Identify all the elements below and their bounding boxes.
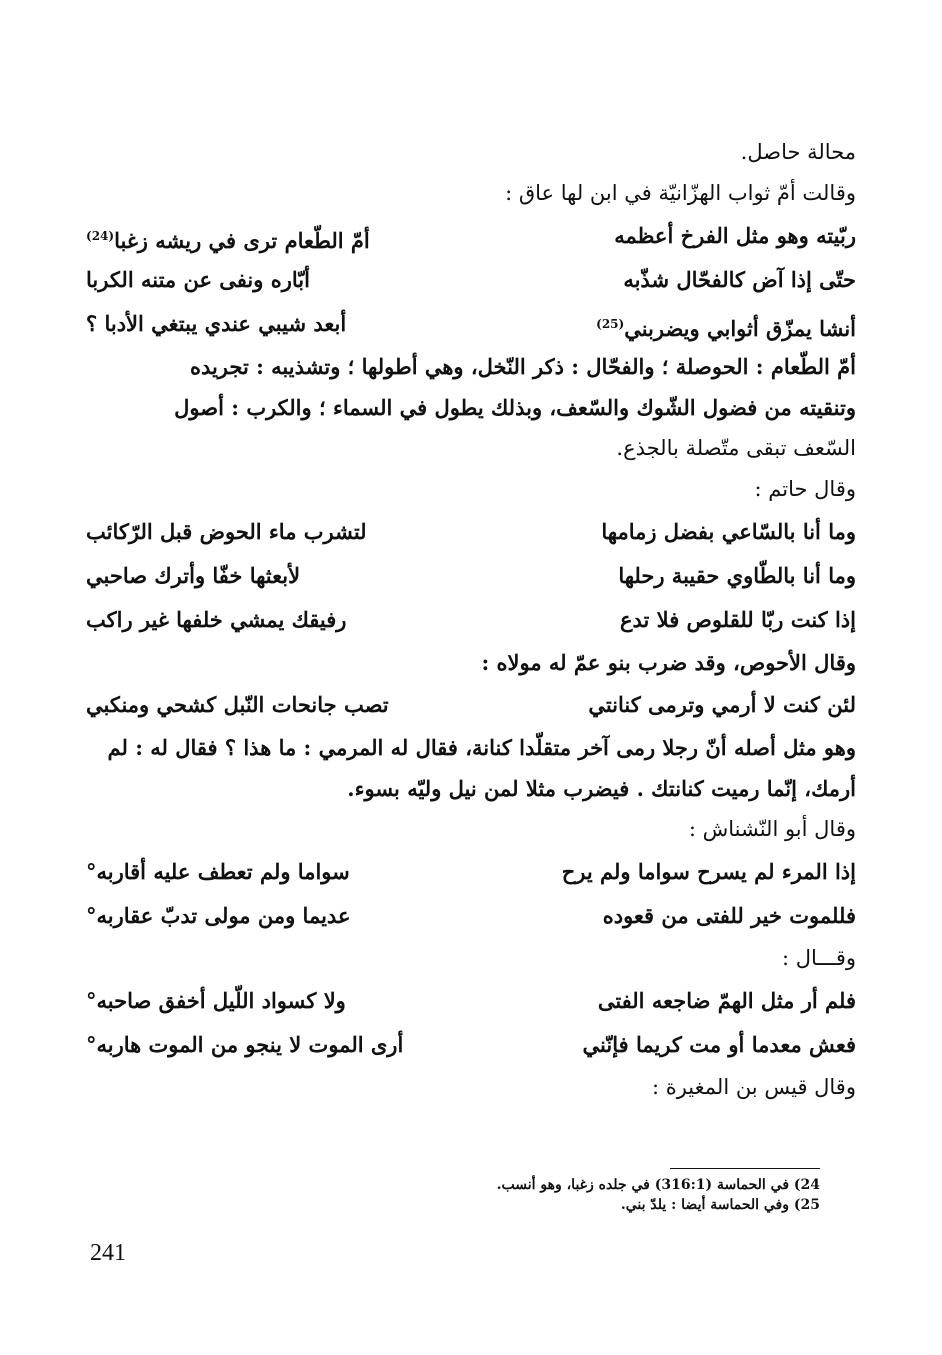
verse-first-half: فلم أر مثل الهمّ ضاجعه الفتى xyxy=(597,988,856,1013)
footnotes xyxy=(380,1168,820,1215)
verse xyxy=(86,850,856,894)
verse xyxy=(86,1023,856,1067)
verse-first-half: فعش معدما أو مت كريما فإنّني xyxy=(582,1032,856,1057)
verse-second-half xyxy=(86,214,466,258)
verse-first-half: إذا المرء لم يسرح سواما ولم يرح xyxy=(561,859,856,884)
page-number: 241 xyxy=(90,1240,126,1266)
text-line: وقال الأحوص، وقد ضرب بنو عمّ له مولاه : xyxy=(481,650,856,675)
text-line: وقال حاتم : xyxy=(754,477,856,501)
verse-second-half: لأبعثها خفّا وأترك صاحبي xyxy=(86,563,301,588)
text-line: وقـــال : xyxy=(781,946,856,970)
verse-second-half: سواما ولم تعطف عليه أقاربه° xyxy=(86,859,350,884)
verse-second-half: رفيقك يمشي خلفها غير راكب xyxy=(86,607,347,632)
footnote-25: 25) وفي الحماسة أيضا : يلدّ بني. xyxy=(620,1197,820,1213)
text-line: أرمك، إنّما رميت كنانتك . فيضرب مثلا لمن نيل وليّه بسوء. xyxy=(347,776,856,801)
main-text xyxy=(86,132,856,1108)
verse xyxy=(86,258,856,302)
verse-first-half: فللموت خير للفتى من قعوده xyxy=(602,903,856,928)
verse-second-half: تصب جانحات النّبل كشحي ومنكبي xyxy=(86,692,389,717)
hemistich: أمّ الطّعام ترى في ريشه زغبا xyxy=(114,228,370,253)
verse-first-half: حتّى إذا آض كالفحّال شذّبه xyxy=(623,267,856,292)
text-line: السّعف تبقى متّصلة بالجذع. xyxy=(616,436,856,460)
text-line: محالة حاصل. xyxy=(740,140,856,164)
footnote-ref: (25) xyxy=(596,317,625,331)
verse-second-half: عديما ومن مولى تدبّ عقاربه° xyxy=(86,903,351,928)
text-line: وتنقيته من فضول الشّوك والسّعف، وبذلك يطول في السماء ؛ والكرب : أصول xyxy=(174,395,856,420)
verse-first-half: لئن كنت لا أرمي وترمى كنانتي xyxy=(588,692,856,717)
verse xyxy=(86,554,856,598)
text-line: وقالت أمّ ثواب الهزّانيّة في ابن لها عاق : xyxy=(505,181,856,205)
footnote-divider xyxy=(670,1168,820,1169)
verse-first-half xyxy=(496,302,856,346)
verse-first-half: إذا كنت ربّا للقلوص فلا تدع xyxy=(619,607,856,632)
verse-first-half: وما أنا بالطّاوي حقيبة رحلها xyxy=(618,563,856,588)
verse xyxy=(86,214,856,258)
verse-first-half xyxy=(496,214,856,258)
verse-second-half: ولا كسواد اللّيل أخفق صاحبه° xyxy=(86,988,346,1013)
text-line: وقال قيس بن المغيرة : xyxy=(651,1075,856,1099)
text-line: وهو مثل أصله أنّ رجلا رمى آخر متقلّدا كنانة، فقال له المرمي : ما هذا ؟ فقال له : لم xyxy=(107,735,856,760)
verse xyxy=(86,894,856,938)
verse-second-half: أبّاره ونفى عن متنه الكربا xyxy=(86,267,310,292)
verse-second-half: أبعد شيبي عندي يبتغي الأدبا ؟ xyxy=(86,311,347,336)
hemistich: أنشا يمزّق أثوابي ويضربني xyxy=(624,316,856,341)
text-line: وقال أبو النّشناش : xyxy=(688,817,856,841)
verse xyxy=(86,302,856,346)
verse xyxy=(86,598,856,642)
verse-first-half: وما أنا بالسّاعي بفضل زمامها xyxy=(601,519,856,544)
footnote-ref: (24) xyxy=(86,229,115,243)
verse xyxy=(86,510,856,554)
verse xyxy=(86,683,856,727)
verse xyxy=(86,979,856,1023)
footnote-24: 24) في الحماسة (316:1) في جلده زغبا، وهو أنسب. xyxy=(496,1177,820,1193)
verse-second-half: لتشرب ماء الحوض قبل الرّكائب xyxy=(86,519,367,544)
text-line: أمّ الطّعام : الحوصلة ؛ والفحّال : ذكر النّخل، وهي أطولها ؛ وتشذيبه : تجريده xyxy=(189,354,856,379)
verse-second-half: أرى الموت لا ينجو من الموت هاربه° xyxy=(86,1032,404,1057)
hemistich: ربّيته وهو مثل الفرخ أعظمه xyxy=(614,223,856,248)
